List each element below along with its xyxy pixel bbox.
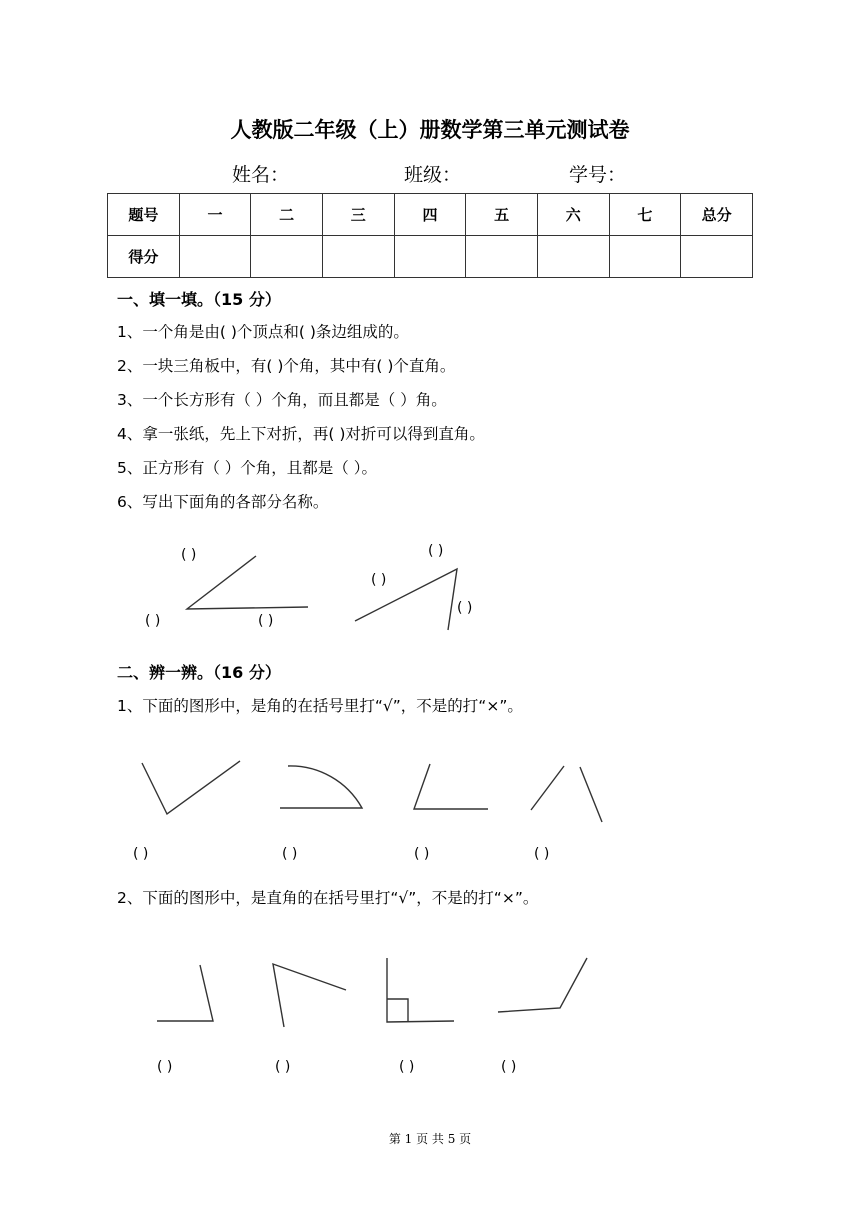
angle-part-blank: ( ) [457,600,473,616]
labeled-angle-figure [187,556,308,609]
header-cell: 总分 [681,194,753,236]
header-cell: 题号 [108,194,180,236]
angle-part-blank: ( ) [428,543,444,559]
question-1-2: 2、一块三角板中，有( )个角，其中有( )个直角。 [117,357,456,375]
page-footer: 第 1 页 共 5 页 [388,1132,472,1146]
angle-part-blank: ( ) [145,613,161,629]
question-2-1: 1、下面的图形中，是角的在括号里打“√”，不是的打“×”。 [117,697,523,715]
right-angle-marker [387,999,408,1022]
question-1-6: 6、写出下面角的各部分名称。 [117,493,329,511]
header-cell: 七 [609,194,681,236]
student-id-label: 学号： [569,164,627,186]
header-cell: 四 [394,194,466,236]
question-1-4: 4、拿一张纸，先上下对折，再( )对折可以得到直角。 [117,425,485,443]
angle-figure [142,761,240,814]
angle-figure [414,764,488,809]
header-cell: 三 [322,194,394,236]
question-1-1: 1、一个角是由( )个顶点和( )条边组成的。 [117,323,409,341]
angle-part-blank: ( ) [181,547,197,563]
section1-heading: 一、填一填。（15 分） [117,290,281,309]
name-label: 姓名： [232,164,290,186]
answer-blank: ( ) [282,846,298,862]
row-label-cell: 得分 [108,236,180,278]
labeled-angle-figure [355,569,457,630]
answer-blank: ( ) [534,846,550,862]
question-1-3: 3、一个长方形有（ ）个角，而且都是（ ）角。 [117,391,447,409]
open-lines-figure [580,767,602,822]
question-1-5: 5、正方形有（ ）个角，且都是（ ）。 [117,459,377,477]
angle-figure [498,958,587,1012]
right-angle-figure [387,958,454,1022]
answer-blank: ( ) [133,846,149,862]
angle-part-blank: ( ) [258,613,274,629]
header-cell: 六 [537,194,609,236]
answer-blank: ( ) [399,1059,415,1075]
answer-blank: ( ) [157,1059,173,1075]
angle-figure [273,964,346,1027]
question-2-2: 2、下面的图形中，是直角的在括号里打“√”，不是的打“×”。 [117,889,539,907]
angle-figure [157,965,213,1021]
angle-part-blank: ( ) [371,572,387,588]
answer-blank: ( ) [414,846,430,862]
answer-blank: ( ) [501,1059,517,1075]
header-cell: 二 [251,194,323,236]
open-lines-figure [531,766,564,810]
page-title: 人教版二年级（上）册数学第三单元测试卷 [230,118,630,142]
class-label: 班级： [404,164,462,186]
header-cell: 五 [466,194,538,236]
header-cell: 一 [179,194,251,236]
section2-heading: 二、辨一辨。（16 分） [117,663,281,682]
sector-figure [280,766,362,808]
answer-blank: ( ) [275,1059,291,1075]
